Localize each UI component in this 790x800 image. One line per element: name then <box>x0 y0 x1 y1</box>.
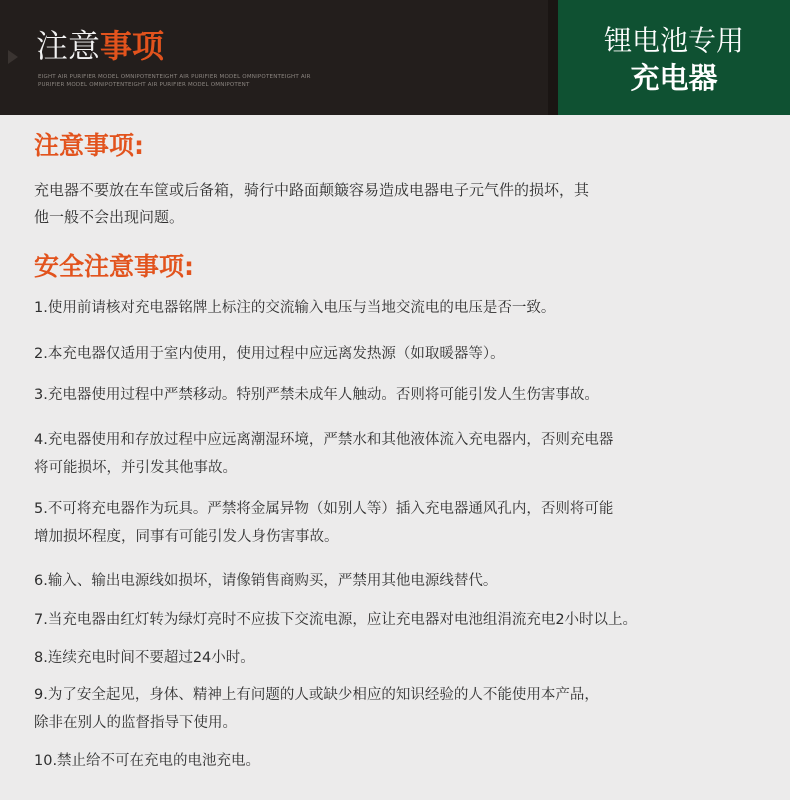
safety-item <box>34 381 772 409</box>
safety-item <box>34 644 772 672</box>
safety-item-line: 除非在别人的监督指导下使用。 <box>34 715 237 731</box>
safety-item-line: 1.使用前请核对充电器铭牌上标注的交流输入电压与当地交流电的电压是否一致。 <box>34 300 556 316</box>
product-panel <box>558 0 790 115</box>
header-left-panel <box>0 0 548 115</box>
notice-title: 注意事项: <box>34 131 144 160</box>
safety-item-line: 6.输入、输出电源线如损坏，请像销售商购买，严禁用其他电源线替代。 <box>34 573 498 589</box>
safety-item-line: 5.不可将充电器作为玩具。严禁将金属异物（如别人等）插入充电器通风孔内，否则将可能 <box>34 501 614 517</box>
safety-item-line: 增加损坏程度，同事有可能引发人身伤害事故。 <box>34 529 339 545</box>
safety-item-line: 将可能损坏，并引发其他事故。 <box>34 460 237 476</box>
safety-item <box>34 495 772 551</box>
header-subtitle-line: EIGHT AIR PURIFIER MODEL OMNIPOTENTEIGHT AIR PURIFIER MODEL OMNIPOTENTEIGHT AIR <box>38 74 311 80</box>
safety-item-line: 7.当充电器由红灯转为绿灯亮时不应拔下交流电源，应让充电器对电池组涓流充电2小时以上。 <box>34 612 638 628</box>
header-title-accent: 事项 <box>100 27 165 65</box>
notice-line: 他一般不会出现问题。 <box>34 208 185 226</box>
main-content <box>0 115 790 800</box>
notice-paragraph <box>34 177 774 231</box>
header-title-light: 注意 <box>36 27 101 65</box>
safety-item <box>34 426 772 482</box>
safety-item-line: 8.连续充电时间不要超过24小时。 <box>34 650 255 666</box>
product-line1: 锂电池专用 <box>603 24 744 57</box>
header-subtitle <box>38 73 328 89</box>
product-line2: 充电器 <box>630 61 718 95</box>
safety-item-line: 2.本充电器仅适用于室内使用，使用过程中应远离发热源（如取暖器等）。 <box>34 346 505 362</box>
safety-item <box>34 681 772 737</box>
arrow-marker-icon <box>8 50 18 64</box>
safety-item-line: 10.禁止给不可在充电的电池充电。 <box>34 753 261 769</box>
notice-line: 充电器不要放在车筐或后备箱，骑行中路面颠簸容易造成电器电子元气件的损坏，其 <box>34 181 590 199</box>
safety-item <box>34 567 772 595</box>
safety-item-line: 9.为了安全起见，身体、精神上有问题的人或缺少相应的知识经验的人不能使用本产品， <box>34 687 599 703</box>
safety-item-line: 4.充电器使用和存放过程中应远离潮湿环境，严禁水和其他液体流入充电器内，否则充电器 <box>34 432 614 448</box>
header-title <box>36 26 164 66</box>
safety-title: 安全注意事项: <box>34 252 194 281</box>
safety-item <box>34 747 772 775</box>
header-subtitle-line: PURIFIER MODEL OMNIPOTENTEIGHT AIR PURIFIER MODEL OMNIPOTENT <box>38 82 250 88</box>
safety-item <box>34 340 772 368</box>
safety-item-line: 3.充电器使用过程中严禁移动。特别严禁未成年人触动。否则将可能引发人生伤害事故。 <box>34 387 599 403</box>
header-banner <box>0 0 790 115</box>
safety-item <box>34 294 772 322</box>
safety-item <box>34 606 772 634</box>
header-divider <box>548 0 558 115</box>
